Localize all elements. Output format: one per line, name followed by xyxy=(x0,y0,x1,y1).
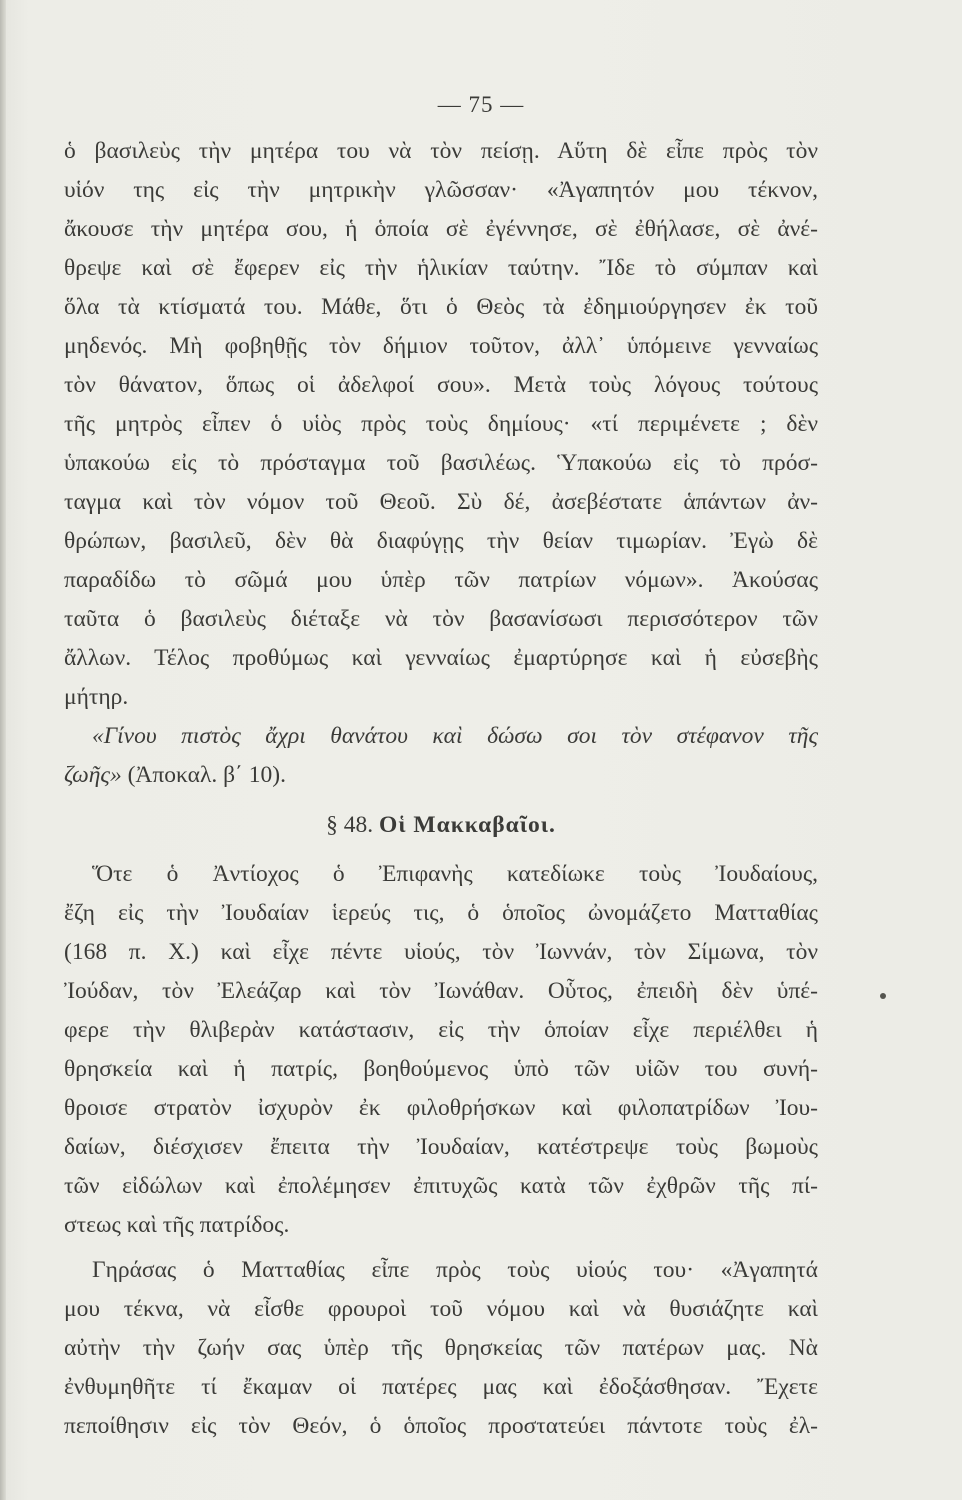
text-line: θροισε στρατὸν ἰσχυρὸν ἐκ φιλοθρήσκων καὶ φιλοπατρίδων Ἰου- xyxy=(64,1095,818,1121)
section-number: § 48. xyxy=(326,812,374,838)
text-line: (168 π. Χ.) καὶ εἶχε πέντε υἱούς, τὸν Ἰωννάν, τὸν Σίμωνα, τὸν xyxy=(64,939,818,965)
text-line: υἱόν της εἰς τὴν μητρικὴν γλῶσσαν· «Ἀγαπητόν μου τέκνον, xyxy=(64,177,818,203)
section-heading xyxy=(64,795,818,855)
quote-line-2 xyxy=(64,756,818,795)
text-line: ταγμα καὶ τὸν νόμον τοῦ Θεοῦ. Σὺ δέ, ἀσεβέστατε ἁπάντων ἀν- xyxy=(64,489,818,515)
quote-reference: (Ἀποκαλ. β΄ 10). xyxy=(121,762,286,788)
quote-line: «Γίνου πιστὸς ἄχρι θανάτου καὶ δώσω σοι τὸν στέφανον τῆς xyxy=(92,723,818,749)
text-line: θρεψε καὶ σὲ ἔφερεν εἰς τὴν ἡλικίαν ταύτην. Ἴδε τὸ σύμπαν καὶ xyxy=(64,255,818,281)
ink-speck xyxy=(880,993,886,999)
text-line: ἄλλων. Τέλος προθύμως καὶ γενναίως ἐμαρτύρησε καὶ ἡ εὐσεβὴς xyxy=(64,645,818,671)
text-line: ὁ βασιλεὺς τὴν μητέρα του νὰ τὸν πείσῃ. Αὕτη δὲ εἶπε πρὸς τὸν xyxy=(64,138,818,164)
page-body xyxy=(64,132,818,1446)
text-line: αὐτὴν τὴν ζωήν σας ὑπὲρ τῆς θρησκείας τῶν πατέρων μας. Νὰ xyxy=(64,1335,818,1361)
text-line: ἔζη εἰς τὴν Ἰουδαίαν ἱερεύς τις, ὁ ὁποῖος ὠνομάζετο Ματταθίας xyxy=(64,900,818,926)
text-line: ἄκουσε τὴν μητέρα σου, ἡ ὁποία σὲ ἐγέννησε, σὲ ἐθήλασε, σὲ ἀνέ- xyxy=(64,216,818,242)
text-line: τῶν εἰδώλων καὶ ἐπολέμησεν ἐπιτυχῶς κατὰ τῶν ἐχθρῶν τῆς πί- xyxy=(64,1173,818,1199)
text-line: Ἰούδαν, τὸν Ἐλεάζαρ καὶ τὸν Ἰωνάθαν. Οὗτος, ἐπειδὴ δὲν ὑπέ- xyxy=(64,978,818,1004)
page-binding-edge xyxy=(0,0,6,1500)
quote-italic-end: ζωῆς» xyxy=(64,762,122,788)
paragraph-1 xyxy=(64,132,818,717)
text-line: πεποίθησιν εἰς τὸν Θεόν, ὁ ὁποῖος προστατεύει πάντοτε τοὺς ἐλ- xyxy=(64,1413,818,1439)
text-line: μηδενός. Μὴ φοβηθῇς τὸν δήμιον τοῦτον, ἀλλ᾽ ὑπόμεινε γενναίως xyxy=(64,333,818,359)
text-line: στεως καὶ τῆς πατρίδος. xyxy=(64,1212,290,1238)
text-line: δαίων, διέσχισεν ἔπειτα τὴν Ἰουδαίαν, κατέστρεψε τοὺς βωμοὺς xyxy=(64,1134,818,1160)
text-line: θρησκεία καὶ ἡ πατρίς, βοηθούμενος ὑπὸ τῶν υἱῶν του συνή- xyxy=(64,1056,818,1082)
section-paragraph-2 xyxy=(64,1251,818,1446)
page-number: — 75 — xyxy=(437,92,525,117)
text-line: τῆς μητρὸς εἶπεν ὁ υἱὸς πρὸς τοὺς δημίους· «τί περιμένετε ; δὲν xyxy=(64,411,818,437)
text-line: θρώπων, βασιλεῦ, δὲν θὰ διαφύγῃς τὴν θείαν τιμωρίαν. Ἐγὼ δὲ xyxy=(64,528,818,554)
scripture-quote xyxy=(64,717,818,795)
text-line: ὅλα τὰ κτίσματά του. Μάθε, ὅτι ὁ Θεὸς τὰ ἐδημιούργησεν ἐκ τοῦ xyxy=(64,294,818,320)
section-title: Οἱ Μακκαβαῖοι. xyxy=(378,812,556,838)
section-paragraph-1 xyxy=(64,855,818,1245)
text-line: ὑπακούω εἰς τὸ πρόσταγμα τοῦ βασιλέως. Ὑπακούω εἰς τὸ πρόσ- xyxy=(64,450,818,476)
text-line: μήτηρ. xyxy=(64,684,129,710)
text-line: μου τέκνα, νὰ εἶσθε φρουροὶ τοῦ νόμου καὶ νὰ θυσιάζητε καὶ xyxy=(64,1296,818,1322)
text-line: ταῦτα ὁ βασιλεὺς διέταξε νὰ τὸν βασανίσωσι περισσότερον τῶν xyxy=(64,606,818,632)
text-line: Γηράσας ὁ Ματταθίας εἶπε πρὸς τοὺς υἱούς του· «Ἀγαπητά xyxy=(92,1257,818,1283)
text-line: τὸν θάνατον, ὅπως οἱ ἀδελφοί σου». Μετὰ τοὺς λόγους τούτους xyxy=(64,372,818,398)
text-line: ἐνθυμηθῆτε τί ἔκαμαν οἱ πατέρες μας καὶ ἐδοξάσθησαν. Ἔχετε xyxy=(64,1374,818,1400)
text-line: Ὅτε ὁ Ἀντίοχος ὁ Ἐπιφανὴς κατεδίωκε τοὺς Ἰουδαίους, xyxy=(92,861,818,887)
text-line: φερε τὴν θλιβερὰν κατάστασιν, εἰς τὴν ὁποίαν εἶχε περιέλθει ἡ xyxy=(64,1017,818,1043)
text-line: παραδίδω τὸ σῶμά μου ὑπὲρ τῶν πατρίων νόμων». Ἀκούσας xyxy=(64,567,818,593)
